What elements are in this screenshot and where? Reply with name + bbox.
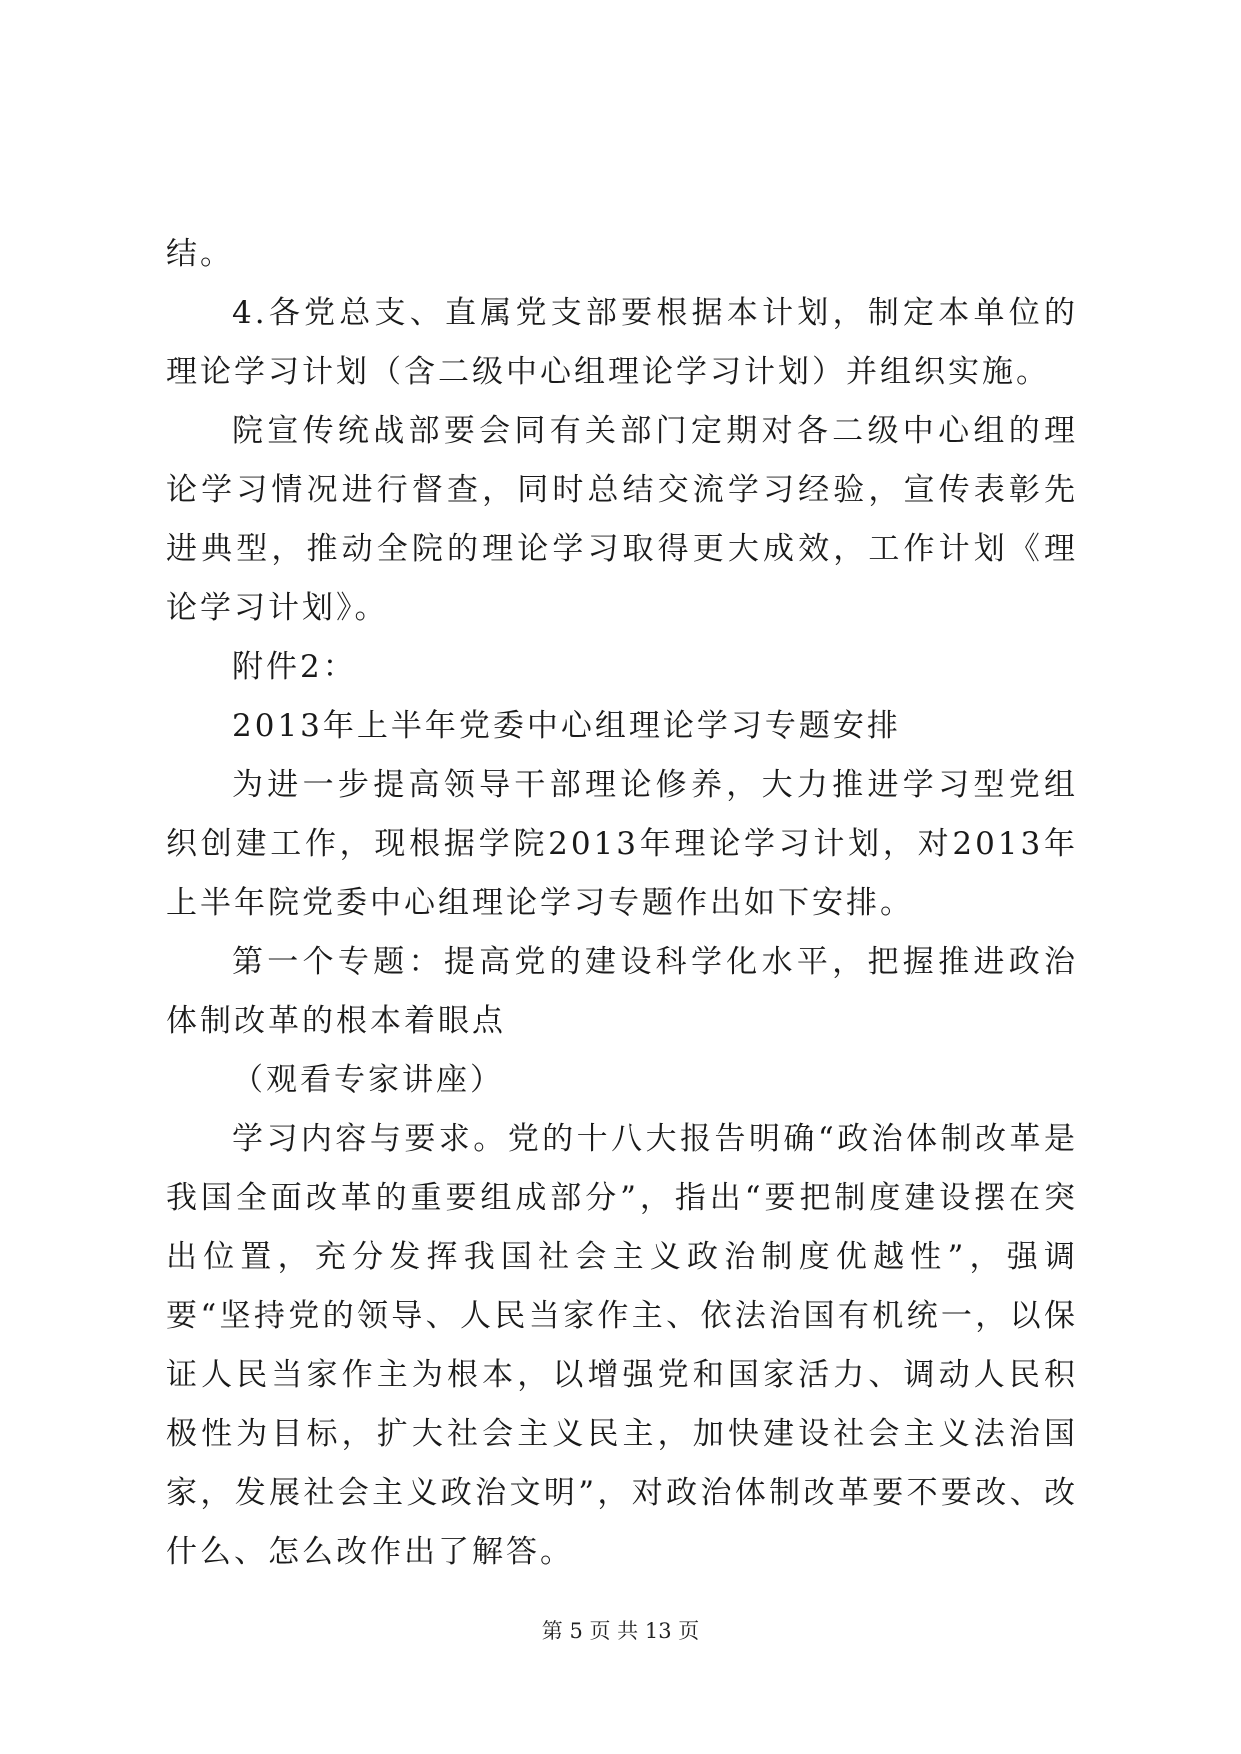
paragraph-topic-1-heading: 第一个专题：提高党的建设科学化水平，把握推进政治体制改革的根本着眼点 [166, 944, 1078, 1039]
body-text [166, 225, 1078, 1582]
paragraph-intro: 为进一步提高领导干部理论修养，大力推进学习型党组织创建工作，现根据学院2013年理论学习计划，对2013年上半年院党委中心组理论学习专题作出如下安排。 [166, 767, 1078, 921]
page-footer: 第 5 页 共 13 页 [541, 1619, 700, 1643]
paragraph-attachment-label: 附件2： [232, 649, 357, 685]
paragraph-continuation: 结。 [166, 236, 234, 272]
paragraph-topic-1-content: 学习内容与要求。党的十八大报告明确“政治体制改革是我国全面改革的重要组成部分”，指出“要把制度建设摆在突出位置，充分发挥我国社会主义政治制度优越性”，强调要“坚持党的领导、人民当家作主、依法治国有机统一，以保证人民当家作主为根本，以增强党和国家活力、调动人民积极性为目标，扩大社会主义民主，加快建设社会主义法治国家，发展社会主义政治文明”，对政治体制改革要不要改、改什么、怎么改作出了解答。 [166, 1121, 1078, 1570]
paragraph-item-4: 4.各党总支、直属党支部要根据本计划，制定本单位的理论学习计划（含二级中心组理论学习计划）并组织实施。 [166, 295, 1078, 390]
paragraph-topic-1-format: （观看专家讲座） [232, 1062, 504, 1098]
paragraph-supervision: 院宣传统战部要会同有关部门定期对各二级中心组的理论学习情况进行督查，同时总结交流学习经验，宣传表彰先进典型，推动全院的理论学习取得更大成效，工作计划《理论学习计划》。 [166, 413, 1078, 626]
paragraph-attachment-title: 2013年上半年党委中心组理论学习专题安排 [232, 708, 901, 744]
